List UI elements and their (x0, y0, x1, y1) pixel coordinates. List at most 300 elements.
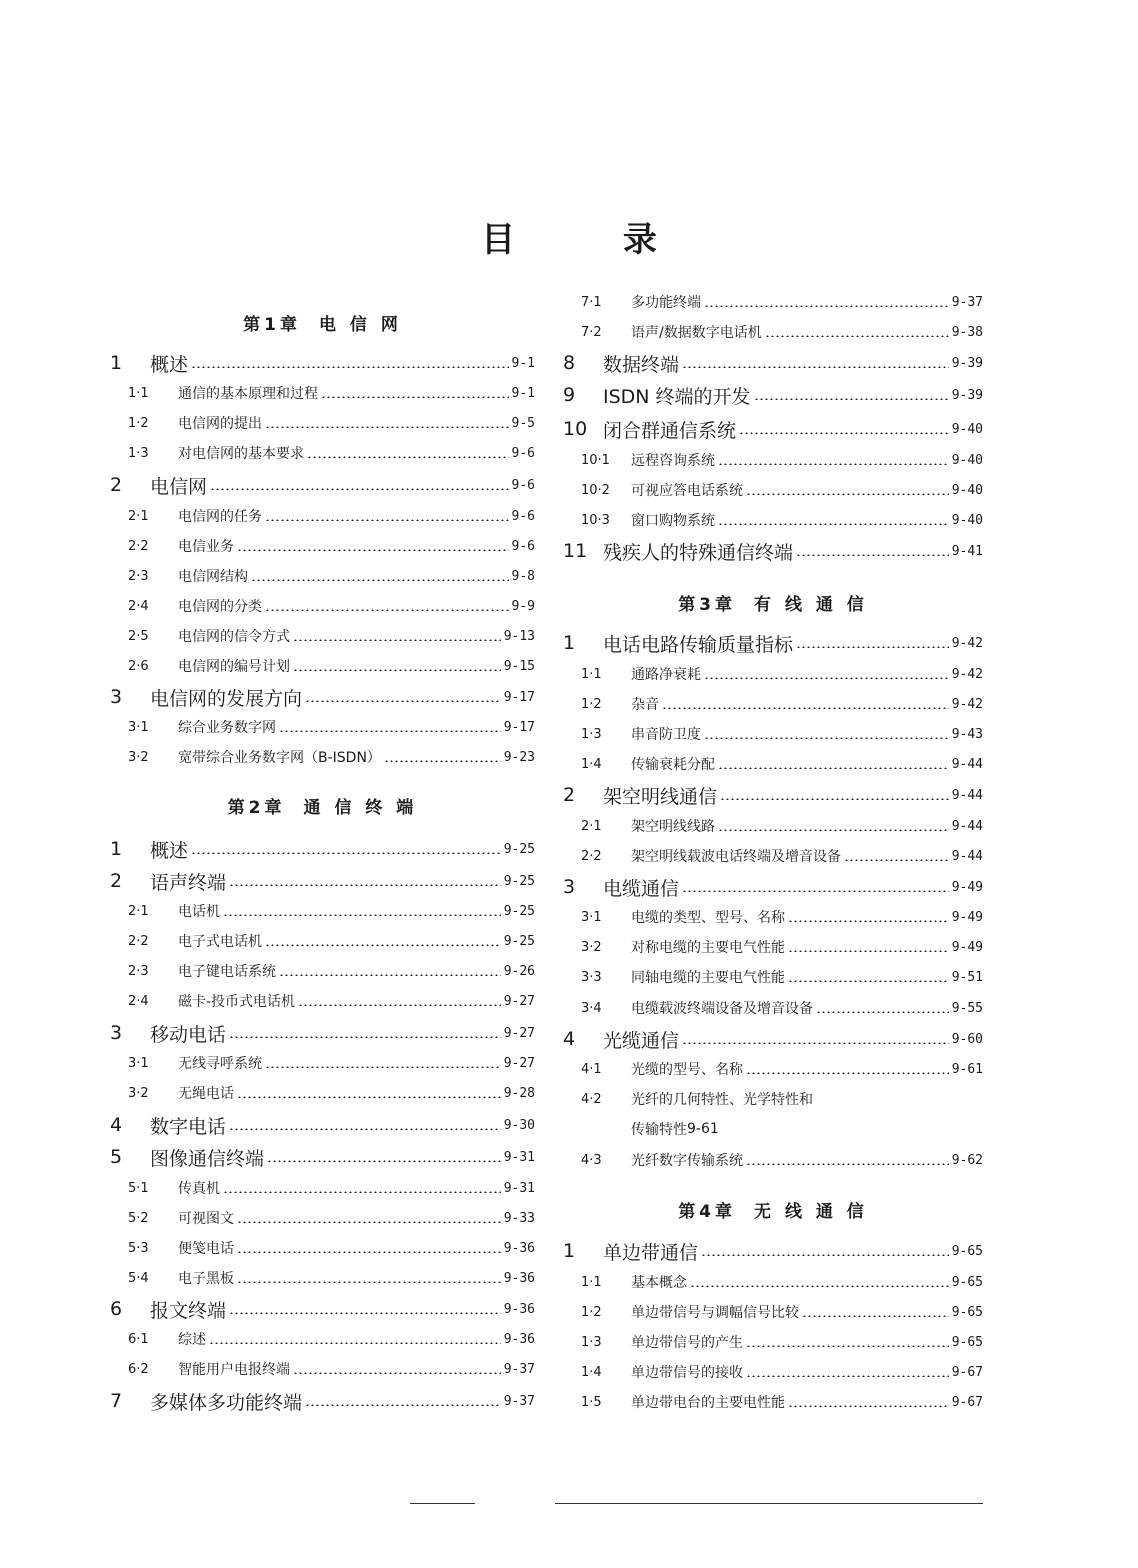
leader-dots (718, 767, 949, 769)
toc-subsection-entry[interactable] (110, 928, 535, 954)
leader-dots (718, 463, 949, 465)
chapter-number: 第4章 (678, 1202, 737, 1222)
entry-title: 无绳电话 (178, 1086, 234, 1102)
leader-dots (237, 1281, 501, 1283)
section-number: 10·1 (581, 452, 610, 468)
toc-subsection-entry[interactable] (563, 1056, 983, 1082)
entry-title: 语声终端 (150, 871, 227, 894)
page-number: 9-44 (951, 848, 983, 864)
toc-subsection-entry[interactable] (563, 447, 983, 473)
leader-dots (191, 366, 509, 368)
toc-subsection-entry[interactable] (110, 563, 535, 589)
toc-subsection-entry[interactable] (563, 1359, 983, 1385)
entry-title: 电信网的任务 (178, 509, 262, 525)
toc-subsection-entry[interactable] (563, 1299, 983, 1325)
entry-title: 便笺电话 (178, 1241, 234, 1257)
entry-title: 光缆通信 (603, 1029, 680, 1052)
section-number: 2·6 (128, 658, 149, 674)
toc-subsection-entry[interactable] (110, 1205, 535, 1231)
section-number: 1·3 (581, 1334, 602, 1350)
toc-subsection-entry[interactable] (110, 533, 535, 559)
page-number: 9-15 (503, 658, 535, 674)
section-number: 1 (563, 1240, 576, 1262)
toc-subsection-entry[interactable] (110, 1326, 535, 1352)
page-number: 9-36 (503, 1270, 535, 1286)
leader-dots (796, 554, 949, 556)
leader-dots (844, 859, 949, 861)
entry-title: 移动电话 (150, 1023, 227, 1046)
section-number: 3·3 (581, 969, 602, 985)
page-number: 9-40 (951, 482, 983, 498)
leader-dots (754, 398, 949, 400)
toc-subsection-entry[interactable] (110, 593, 535, 619)
toc-subsection-entry[interactable] (563, 1086, 983, 1112)
toc-subsection-entry[interactable] (563, 934, 983, 960)
section-number: 1 (110, 838, 123, 860)
section-number: 10·2 (581, 482, 610, 498)
leader-dots (229, 1036, 501, 1038)
toc-section-entry[interactable] (563, 1238, 983, 1264)
toc-subsection-entry[interactable] (563, 843, 983, 869)
leader-dots (746, 1072, 949, 1074)
entry-title: 对电信网的基本要求 (178, 446, 304, 462)
page-number: 9-65 (951, 1274, 983, 1290)
toc-subsection-entry[interactable] (563, 691, 983, 717)
toc-subsection-entry[interactable] (110, 1050, 535, 1076)
section-number: 3·1 (128, 719, 149, 735)
chapter-name: 有 线 通 信 (754, 595, 868, 615)
toc-subsection-entry[interactable] (110, 1080, 535, 1106)
entry-title: 电子键电话系统 (178, 964, 276, 980)
leader-dots (229, 1128, 501, 1130)
section-number: 2 (110, 474, 123, 496)
page-number: 9-37 (503, 1393, 535, 1409)
page-number: 9-55 (951, 1000, 983, 1016)
page-number: 9-6 (511, 508, 535, 524)
entry-title: 多媒体多功能终端 (150, 1391, 303, 1414)
page-number: 9-5 (511, 415, 535, 431)
leader-dots (662, 707, 949, 709)
toc-subsection-entry[interactable] (110, 653, 535, 679)
toc-section-entry[interactable] (563, 874, 983, 900)
entry-title: 残疾人的特殊通信终端 (603, 541, 794, 564)
toc-subsection-entry[interactable] (110, 380, 535, 406)
page-number: 9-40 (951, 512, 983, 528)
entry-title: 通信的基本原理和过程 (178, 386, 318, 402)
entry-title: 单边带信号的接收 (631, 1365, 743, 1381)
entry-title: 杂音 (631, 697, 659, 713)
toc-section-entry[interactable] (563, 382, 983, 408)
section-number: 4·1 (581, 1061, 602, 1077)
bottom-rule (410, 1503, 475, 1504)
entry-title: 单边带电台的主要电性能 (631, 1395, 785, 1411)
entry-title: 闭合群通信系统 (603, 419, 737, 442)
entry-title: 电话电路传输质量指标 (603, 633, 794, 656)
leader-dots (704, 737, 949, 739)
page-number: 9-36 (503, 1240, 535, 1256)
toc-section-entry[interactable] (563, 416, 983, 442)
section-number: 3·4 (581, 1000, 602, 1016)
page-number: 9-40 (951, 452, 983, 468)
leader-dots (682, 366, 949, 368)
page-number: 9-49 (951, 939, 983, 955)
page-number: 9-13 (503, 628, 535, 644)
page-number: 9-6 (511, 445, 535, 461)
leader-dots (229, 884, 501, 886)
toc-subsection-entry[interactable] (110, 623, 535, 649)
page-number: 9-42 (951, 666, 983, 682)
section-number: 2·2 (128, 933, 149, 949)
page-number: 9-25 (503, 903, 535, 919)
toc-subsection-entry[interactable] (563, 995, 983, 1021)
toc-section-entry[interactable] (110, 1296, 535, 1322)
toc-subsection-entry[interactable] (563, 319, 983, 345)
entry-title: 传真机 (178, 1181, 220, 1197)
toc-subsection-entry[interactable] (563, 507, 983, 533)
section-number: 1·1 (128, 385, 149, 401)
entry-title: 光缆的型号、名称 (631, 1062, 743, 1078)
section-number: 2·1 (128, 903, 149, 919)
toc-subsection-entry[interactable] (563, 1269, 983, 1295)
section-number: 2 (110, 870, 123, 892)
section-number: 1·1 (581, 666, 602, 682)
page-number: 9-44 (951, 818, 983, 834)
page-number: 9-49 (951, 909, 983, 925)
entry-title: 电信网的编号计划 (178, 659, 290, 675)
leader-dots (293, 1372, 501, 1374)
leader-dots (746, 493, 949, 495)
toc-section-entry[interactable] (110, 836, 535, 862)
page-number: 9-27 (503, 993, 535, 1009)
toc-section-entry[interactable] (110, 1112, 535, 1138)
entry-title: 基本概念 (631, 1275, 687, 1291)
section-number: 4 (110, 1114, 123, 1136)
entry-title: 传输特性 (631, 1122, 687, 1138)
toc-subsection-entry[interactable] (563, 904, 983, 930)
page-number: 9-6 (511, 538, 535, 554)
toc-subsection-entry[interactable] (563, 1329, 983, 1355)
leader-dots (191, 852, 501, 854)
leader-dots (739, 432, 949, 434)
page-number: 9-43 (951, 726, 983, 742)
section-number: 6·1 (128, 1331, 149, 1347)
leader-dots (265, 609, 509, 611)
page-number: 9-39 (951, 387, 983, 403)
page-number: 9-27 (503, 1055, 535, 1071)
leader-dots (746, 1163, 949, 1165)
page-number: 9-37 (951, 294, 983, 310)
leader-dots (223, 1191, 501, 1193)
entry-title: 远程咨询系统 (631, 453, 715, 469)
page-number: 9-44 (951, 787, 983, 803)
page-number: 9-25 (503, 873, 535, 889)
page-number: 9-41 (951, 543, 983, 559)
page-number: 9-27 (503, 1025, 535, 1041)
chapter-name: 无 线 通 信 (754, 1202, 868, 1222)
leader-dots (267, 1160, 501, 1162)
section-number: 2·2 (581, 848, 602, 864)
entry-title: 智能用户电报终端 (178, 1362, 290, 1378)
entry-title: 语声/数据数字电话机 (631, 325, 762, 341)
page-number: 9-65 (951, 1243, 983, 1259)
toc-subsection-entry[interactable] (110, 1265, 535, 1291)
leader-dots (298, 1004, 501, 1006)
entry-title: 可视图文 (178, 1211, 234, 1227)
section-number: 2 (563, 784, 576, 806)
page-number: 9-25 (503, 933, 535, 949)
section-number: 4 (563, 1028, 576, 1050)
leader-dots (765, 335, 949, 337)
section-number: 1·3 (581, 726, 602, 742)
leader-dots (704, 305, 949, 307)
section-number: 7·1 (581, 294, 602, 310)
page-number: 9-1 (511, 385, 535, 401)
section-number: 11 (563, 540, 588, 562)
page-number: 9-36 (503, 1301, 535, 1317)
leader-dots (788, 980, 949, 982)
section-number: 1·2 (581, 1304, 602, 1320)
entry-title: 电信网结构 (178, 569, 248, 585)
toc-subsection-entry[interactable] (563, 964, 983, 990)
toc-subsection-entry[interactable] (110, 714, 535, 740)
toc-subsection-entry[interactable] (110, 744, 535, 770)
leader-dots (229, 1312, 501, 1314)
toc-section-entry[interactable] (563, 630, 983, 656)
entry-title: 电子式电话机 (178, 934, 262, 950)
toc-section-entry[interactable] (563, 538, 983, 564)
entry-title: 磁卡-投币式电话机 (178, 994, 296, 1010)
leader-dots (293, 639, 501, 641)
leader-dots (816, 1011, 949, 1013)
section-number: 3 (110, 1022, 123, 1044)
entry-title: 概述 (150, 353, 189, 376)
section-number: 1·4 (581, 1364, 602, 1380)
section-number: 5·4 (128, 1270, 149, 1286)
toc-subsection-entry[interactable] (563, 813, 983, 839)
section-number: 2·4 (128, 598, 149, 614)
entry-title: 单边带信号与调幅信号比较 (631, 1305, 799, 1321)
leader-dots (796, 646, 949, 648)
entry-title: 串音防卫度 (631, 727, 701, 743)
section-number: 6 (110, 1298, 123, 1320)
toc-section-entry[interactable] (110, 1020, 535, 1046)
leader-dots (265, 1066, 501, 1068)
entry-title: 电信网的信令方式 (178, 629, 290, 645)
leader-dots (223, 914, 501, 916)
page-number: 9-51 (951, 969, 983, 985)
page-number: 9-44 (951, 756, 983, 772)
leader-dots (701, 1254, 949, 1256)
entry-title: 电子黑板 (178, 1271, 234, 1287)
toc-section-entry[interactable] (110, 1144, 535, 1170)
section-number: 3 (563, 876, 576, 898)
page-number: 9-17 (503, 689, 535, 705)
entry-title: 无线寻呼系统 (178, 1056, 262, 1072)
toc-section-entry[interactable] (563, 782, 983, 808)
leader-dots (237, 1221, 501, 1223)
toc-subsection-entry[interactable] (563, 751, 983, 777)
entry-title: 传输衰耗分配 (631, 757, 715, 773)
page-number: 9-65 (951, 1304, 983, 1320)
page-number: 9-33 (503, 1210, 535, 1226)
page-number: 9-30 (503, 1117, 535, 1133)
entry-title: 多功能终端 (631, 295, 701, 311)
chapter-heading (110, 310, 535, 335)
leader-dots (321, 396, 509, 398)
page-number: 9-37 (503, 1361, 535, 1377)
entry-title: 光纤的几何特性、光学特性和 (631, 1092, 813, 1108)
chapter-name: 通 信 终 端 (303, 798, 418, 818)
leader-dots (718, 523, 949, 525)
page-title: 目 录 (481, 220, 705, 260)
entry-title: 数据终端 (603, 353, 680, 376)
page-number: 9-67 (951, 1364, 983, 1380)
toc-subsection-entry[interactable] (563, 1389, 983, 1415)
toc-subsection-entry[interactable] (563, 721, 983, 747)
entry-title: 架空明线线路 (631, 819, 715, 835)
toc-entry-continuation[interactable] (631, 1116, 983, 1142)
leader-dots (802, 1315, 949, 1317)
toc-section-entry[interactable] (110, 350, 535, 376)
leader-dots (251, 579, 509, 581)
page-number: 9-42 (951, 696, 983, 712)
leader-dots (237, 549, 509, 551)
toc-section-entry[interactable] (563, 350, 983, 376)
leader-dots (210, 488, 509, 490)
toc-subsection-entry[interactable] (110, 898, 535, 924)
toc-subsection-entry[interactable] (563, 1147, 983, 1173)
toc-subsection-entry[interactable] (110, 503, 535, 529)
section-number: 2·2 (128, 538, 149, 554)
entry-title: 数字电话 (150, 1115, 227, 1138)
chapter-number: 第1章 (243, 315, 301, 335)
entry-title: 光纤数字传输系统 (631, 1153, 743, 1169)
section-number: 3 (110, 686, 123, 708)
section-number: 8 (563, 352, 576, 374)
leader-dots (682, 890, 949, 892)
section-number: 7·2 (581, 324, 602, 340)
entry-title: 电缆通信 (603, 877, 680, 900)
page-number: 9-23 (503, 749, 535, 765)
page-number: 9-67 (951, 1394, 983, 1410)
toc-section-entry[interactable] (110, 868, 535, 894)
entry-title: 架空明线载波电话终端及增音设备 (631, 849, 841, 865)
section-number: 3·2 (128, 1085, 149, 1101)
page-number: 9-26 (503, 963, 535, 979)
section-number: 2·5 (128, 628, 149, 644)
section-number: 1·3 (128, 445, 149, 461)
section-number: 5 (110, 1146, 123, 1168)
leader-dots (746, 1345, 949, 1347)
section-number: 10·3 (581, 512, 610, 528)
section-number: 7 (110, 1390, 123, 1412)
section-number: 5·3 (128, 1240, 149, 1256)
toc-section-entry[interactable] (110, 684, 535, 710)
entry-title: 对称电缆的主要电气性能 (631, 940, 785, 956)
chapter-heading (563, 590, 983, 615)
page-number: 9-65 (951, 1334, 983, 1350)
page-number: 9-38 (951, 324, 983, 340)
toc-section-entry[interactable] (110, 1388, 535, 1414)
page-number: 9-40 (951, 421, 983, 437)
section-number: 10 (563, 418, 588, 440)
leader-dots (718, 829, 949, 831)
toc-subsection-entry[interactable] (110, 958, 535, 984)
leader-dots (265, 944, 501, 946)
leader-dots (704, 677, 949, 679)
bottom-rule (555, 1503, 983, 1504)
entry-title: 通路净衰耗 (631, 667, 701, 683)
section-number: 2·3 (128, 568, 149, 584)
leader-dots (307, 456, 509, 458)
chapter-number: 第3章 (678, 595, 737, 615)
page-number: 9-6 (511, 477, 535, 493)
toc-subsection-entry[interactable] (563, 477, 983, 503)
section-number: 2·1 (581, 818, 602, 834)
page-number: 9-31 (503, 1149, 535, 1165)
toc-subsection-entry[interactable] (563, 661, 983, 687)
toc-section-entry[interactable] (563, 1026, 983, 1052)
section-number: 4·2 (581, 1091, 602, 1107)
leader-dots (279, 730, 501, 732)
toc-subsection-entry[interactable] (110, 1175, 535, 1201)
leader-dots (305, 1404, 501, 1406)
entry-title: 概述 (150, 839, 189, 862)
entry-title: 可视应答电话系统 (631, 483, 743, 499)
entry-title: 架空明线通信 (603, 785, 718, 808)
leader-dots (237, 1251, 501, 1253)
section-number: 1·5 (581, 1394, 602, 1410)
leader-dots (209, 1342, 501, 1344)
chapter-name: 电 信 网 (319, 315, 402, 335)
section-number: 5·1 (128, 1180, 149, 1196)
toc-subsection-entry[interactable] (110, 1235, 535, 1261)
toc-subsection-entry[interactable] (110, 410, 535, 436)
section-number: 1·2 (128, 415, 149, 431)
entry-title: 电信网的分类 (178, 599, 262, 615)
entry-title: 电信网的提出 (178, 416, 262, 432)
toc-subsection-entry[interactable] (110, 440, 535, 466)
leader-dots (293, 669, 501, 671)
page-number: 9-9 (511, 598, 535, 614)
toc-subsection-entry[interactable] (110, 988, 535, 1014)
section-number: 1·1 (581, 1274, 602, 1290)
entry-title: 单边带信号的产生 (631, 1335, 743, 1351)
leader-dots (788, 1405, 949, 1407)
page-number: 9-1 (511, 355, 535, 371)
toc-subsection-entry[interactable] (110, 1356, 535, 1382)
page-number: 9-31 (503, 1180, 535, 1196)
section-number: 1 (110, 352, 123, 374)
leader-dots (788, 950, 949, 952)
section-number: 3·2 (581, 939, 602, 955)
entry-title: 宽带综合业务数字网（B-ISDN） (178, 750, 381, 766)
toc-section-entry[interactable] (110, 472, 535, 498)
toc-subsection-entry[interactable] (563, 289, 983, 315)
page-number: 9-61 (951, 1061, 983, 1077)
section-number: 2·1 (128, 508, 149, 524)
chapter-heading (110, 793, 535, 818)
leader-dots (720, 798, 949, 800)
leader-dots (265, 519, 509, 521)
page-number: 9-28 (503, 1085, 535, 1101)
leader-dots (384, 760, 501, 762)
section-number: 6·2 (128, 1361, 149, 1377)
section-number: 3·1 (581, 909, 602, 925)
leader-dots (690, 1285, 949, 1287)
section-number: 5·2 (128, 1210, 149, 1226)
section-number: 9 (563, 384, 576, 406)
